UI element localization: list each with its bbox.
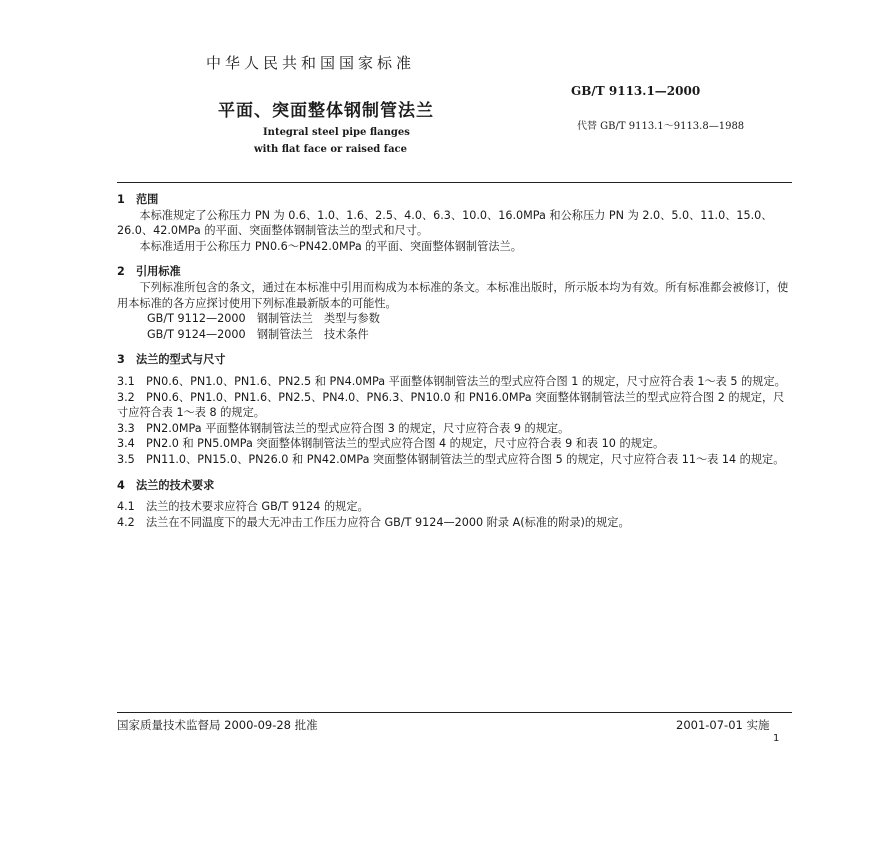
english-title-line1: Integral steel pipe flanges bbox=[263, 127, 410, 138]
section-heading-technical-requirements: 4 法兰的技术要求 bbox=[117, 478, 215, 492]
approval-note: 国家质量技术监督局 2000-09-28 批准 bbox=[117, 718, 318, 732]
clause-4-2: 4.2 法兰在不同温度下的最大无冲击工作压力应符合 GB/T 9124—2000 附录 A(标准的附录)的规定。 bbox=[117, 515, 630, 529]
national-standard-heading: 中华人民共和国国家标准 bbox=[206, 54, 416, 72]
header-divider bbox=[117, 182, 792, 183]
document-title: 平面、突面整体钢制管法兰 bbox=[218, 101, 434, 121]
standard-code: GB/T 9113.1—2000 bbox=[571, 84, 701, 98]
replaces-note: 代替 GB/T 9113.1～9113.8—1988 bbox=[577, 121, 745, 132]
section-heading-scope: 1 范围 bbox=[117, 193, 159, 206]
clause-3-3: 3.3 PN2.0MPa 平面整体钢制管法兰的型式应符合图 3 的规定，尺寸应符合表 9 的规定。 bbox=[117, 421, 570, 435]
english-title-line2: with flat face or raised face bbox=[254, 144, 408, 155]
document-body bbox=[117, 192, 792, 530]
clause-3-5: 3.5 PN11.0、PN15.0、PN26.0 和 PN42.0MPa 突面整体钢制管法兰的型式应符合图 5 的规定，尺寸应符合表 11～表 14 的规定。 bbox=[117, 452, 785, 466]
scope-paragraph-2: 本标准适用于公称压力 PN0.6～PN42.0MPa 的平面、突面整体钢制管法兰。 bbox=[139, 239, 522, 253]
scope-paragraph-1: 本标准规定了公称压力 PN 为 0.6、1.0、1.6、2.5、4.0、6.3、10.0、16.0MPa 和公称压力 PN 为 2.0、5.0、11.0、15.0、26.0、42.0MPa 的平面、突面整体钢制管法兰的型式和尺寸。 bbox=[117, 208, 773, 238]
section-heading-types-dimensions: 3 法兰的型式与尺寸 bbox=[117, 353, 226, 367]
clause-3-4: 3.4 PN2.0 和 PN5.0MPa 突面整体钢制管法兰的型式应符合图 4 的规定，尺寸应符合表 9 和表 10 的规定。 bbox=[117, 437, 665, 451]
reference-item: GB/T 9124—2000 钢制管法兰 技术条件 bbox=[147, 327, 369, 341]
page-number: 1 bbox=[773, 733, 780, 744]
references-paragraph: 下列标准所包含的条文，通过在本标准中引用而构成为本标准的条文。本标准出版时，所示版本均为有效。所有标准都会被修订，使用本标准的各方应探讨使用下列标准最新版本的可能性。 bbox=[117, 280, 789, 310]
reference-item: GB/T 9112—2000 钢制管法兰 类型与参数 bbox=[147, 312, 380, 326]
footer-divider bbox=[117, 712, 792, 713]
section-heading-references: 2 引用标准 bbox=[117, 265, 181, 279]
clause-3-1: 3.1 PN0.6、PN1.0、PN1.6、PN2.5 和 PN4.0MPa 平面整体钢制管法兰的型式应符合图 1 的规定，尺寸应符合表 1～表 5 的规定。 bbox=[117, 374, 786, 388]
clause-4-1: 4.1 法兰的技术要求应符合 GB/T 9124 的规定。 bbox=[117, 500, 369, 514]
clause-3-2: 3.2 PN0.6、PN1.0、PN1.6、PN2.5、PN4.0、PN6.3、PN10.0 和 PN16.0MPa 突面整体钢制管法兰的型式应符合图 2 的规定，尺寸应符合表 1～表 8 的规定。 bbox=[117, 390, 785, 420]
implementation-date: 2001-07-01 实施 bbox=[676, 718, 770, 732]
